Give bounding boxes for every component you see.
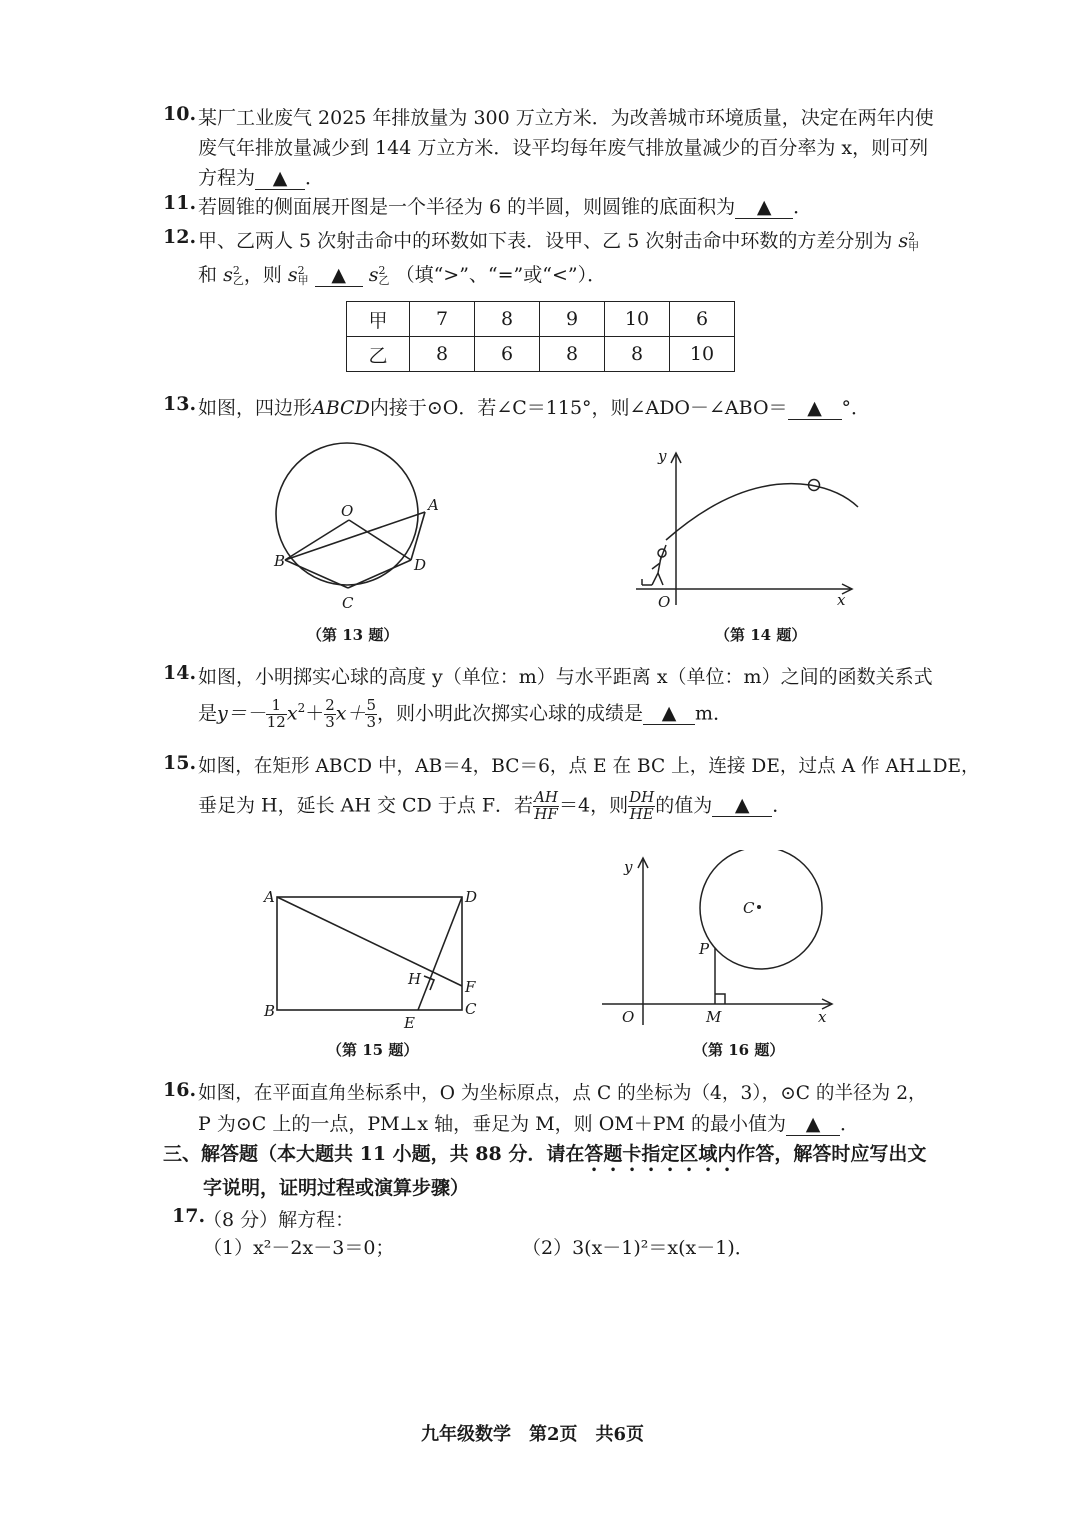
page-footer: 九年级数学 第2页 共6页 bbox=[421, 1424, 645, 1445]
q14-shi: 是 bbox=[198, 702, 218, 725]
section3-line1-emph: 答题卡指定区域内 bbox=[584, 1143, 737, 1165]
q13-mid: 内接于⊙O．若∠C＝115°，则∠ADO－∠ABO＝ bbox=[369, 397, 788, 419]
q12-he: 和 bbox=[198, 264, 218, 286]
table-cell: 8 bbox=[605, 337, 670, 372]
fig14-caption: （第 14 题） bbox=[715, 626, 807, 644]
q14-x2: x bbox=[286, 702, 298, 725]
fig13-label-b: B bbox=[274, 552, 286, 570]
q10-answer-blank: ▲ bbox=[255, 168, 305, 190]
q16-line2-text: P 为⊙C 上的一点，PM⊥x 轴，垂足为 M，则 OM＋PM 的最小值为 bbox=[198, 1113, 787, 1135]
fig16-label-m: M bbox=[706, 1008, 722, 1026]
fig15-label-a: A bbox=[264, 888, 275, 906]
q17-number: 17. bbox=[172, 1205, 206, 1227]
q10-number: 10. bbox=[163, 103, 197, 125]
table-cell: 6 bbox=[475, 337, 540, 372]
q12-line2 bbox=[198, 260, 606, 287]
q14-line1: 如图，小明掷实心球的高度 y（单位：m）与水平距离 x（单位：m）之间的函数关系式 bbox=[198, 666, 933, 688]
q15-frac-dh-he: $\frac{DH}{HE}$ bbox=[629, 788, 655, 823]
table-cell: 10 bbox=[670, 337, 735, 372]
q12-s-jia: s 2 甲 bbox=[898, 230, 920, 253]
q14-frac-2-3: $\frac{2}{3}$ bbox=[325, 696, 335, 731]
q14-y-eq: y＝－ bbox=[217, 702, 266, 725]
fig16-caption: （第 16 题） bbox=[693, 1041, 785, 1059]
q13-answer-blank: ▲ bbox=[788, 398, 842, 420]
q15-number: 15. bbox=[163, 752, 197, 774]
q13-post: °． bbox=[841, 397, 871, 419]
q12-s-yi: s 2 乙 bbox=[223, 264, 244, 287]
q16-line2 bbox=[198, 1109, 859, 1136]
q10-line2: 废气年排放量减少到 144 万立方米．设平均每年废气排放量减少的百分率为 x，则可列 bbox=[198, 137, 929, 159]
q15-line1: 如图，在矩形 ABCD 中，AB＝4，BC＝6，点 E 在 BC 上，连接 DE，过点 A 作 AH⊥DE， bbox=[198, 756, 980, 777]
figure-14 bbox=[630, 445, 870, 615]
q15-frac-ah-hf: $\frac{AH}{HF}$ bbox=[534, 788, 558, 823]
q13-abcd: ABCD bbox=[312, 397, 370, 419]
fig15-caption: （第 15 题） bbox=[327, 1041, 419, 1059]
q12-answer-blank: ▲ bbox=[315, 265, 363, 287]
fig13-caption: （第 13 题） bbox=[307, 626, 399, 644]
fig13-label-a: A bbox=[428, 496, 439, 514]
q15-end: ． bbox=[772, 794, 792, 817]
q16-number: 16. bbox=[163, 1079, 197, 1101]
table-cell: 8 bbox=[410, 337, 475, 372]
figure-15 bbox=[258, 880, 488, 1035]
q16-answer-blank: ▲ bbox=[786, 1114, 840, 1136]
q14-number: 14. bbox=[163, 662, 197, 684]
q10-line1: 某厂工业废气 2025 年排放量为 300 万立方米．为改善城市环境质量，决定在两年内使 bbox=[198, 107, 934, 129]
q13-number: 13. bbox=[163, 393, 197, 415]
table-cell: 8 bbox=[475, 302, 540, 337]
q17-part2: （2）3(x－1)²＝x(x－1)． bbox=[522, 1237, 754, 1259]
q14-frac-5-3: $\frac{5}{3}$ bbox=[366, 696, 377, 731]
table-cell: 9 bbox=[540, 302, 605, 337]
fig14-label-o: O bbox=[658, 593, 671, 611]
q13-pre: 如图，四边形 bbox=[198, 397, 313, 419]
section3-line1-a: 三、解答题（本大题共 11 小题，共 88 分．请在 bbox=[163, 1143, 585, 1165]
q12-paren: （填“>”、“=”或“<”）． bbox=[395, 264, 607, 286]
fig15-label-f: F bbox=[465, 978, 476, 996]
fig15-label-h: H bbox=[408, 970, 422, 988]
q15-post: 的值为 bbox=[655, 794, 713, 817]
q11-text: 若圆锥的侧面展开图是一个半径为 6 的半圆，则圆锥的底面积为 bbox=[198, 196, 736, 218]
q17-head: （8 分）解方程： bbox=[203, 1209, 355, 1231]
section3-line2: 字说明，证明过程或演算步骤） bbox=[203, 1177, 470, 1199]
q15-line2-pre: 垂足为 H，延长 AH 交 CD 于点 F．若 bbox=[198, 794, 534, 817]
fig16-label-o: O bbox=[622, 1008, 635, 1026]
q11-answer-blank: ▲ bbox=[735, 197, 793, 219]
table-cell: 8 bbox=[540, 337, 605, 372]
q14-post: ，则小明此次掷实心球的成绩是 bbox=[377, 702, 644, 725]
q12-s-yi-2: s 2 乙 bbox=[368, 264, 390, 287]
figure-16 bbox=[596, 850, 846, 1030]
q14-frac-1-12: $\frac{1}{12}$ bbox=[266, 696, 286, 731]
fig16-label-c: C bbox=[743, 899, 755, 917]
table-cell: 6 bbox=[670, 302, 735, 337]
q10-line3-pre: 方程为 bbox=[198, 167, 256, 189]
q12-score-table bbox=[346, 301, 735, 372]
fig13-label-c: C bbox=[342, 594, 354, 612]
q16-line1: 如图，在平面直角坐标系中，O 为坐标原点，点 C 的坐标为（4，3），⊙C 的半径为 2， bbox=[198, 1083, 927, 1104]
q12-s-jia-2: s 2 甲 bbox=[287, 264, 309, 287]
fig15-label-d: D bbox=[465, 888, 478, 906]
q14-answer-blank: ▲ bbox=[643, 703, 695, 725]
q14-x-plus: x＋ bbox=[335, 702, 366, 725]
section3-heading bbox=[163, 1139, 926, 1176]
table-cell: 10 bbox=[605, 302, 670, 337]
q12-ze: ，则 bbox=[243, 264, 282, 286]
q15-answer-blank: ▲ bbox=[712, 795, 772, 817]
fig14-label-y: y bbox=[658, 447, 667, 465]
fig16-label-x: x bbox=[818, 1008, 827, 1026]
q12-line1-text: 甲、乙两人 5 次射击命中的环数如下表．设甲、乙 5 次射击命中环数的方差分别为 bbox=[198, 230, 893, 252]
q11-line bbox=[198, 192, 812, 219]
table-row bbox=[347, 302, 735, 337]
table-cell: 乙 bbox=[347, 337, 410, 372]
figure-13 bbox=[262, 440, 462, 620]
q13-line bbox=[198, 393, 870, 420]
fig16-label-p: P bbox=[699, 940, 710, 958]
q12-number: 12. bbox=[163, 226, 197, 248]
fig16-label-y: y bbox=[624, 858, 633, 876]
q14-unit: m． bbox=[695, 702, 733, 725]
table-row bbox=[347, 337, 735, 372]
q15-line2 bbox=[198, 790, 791, 823]
q10-line3 bbox=[198, 163, 324, 190]
q11-number: 11. bbox=[163, 192, 197, 214]
q10-line3-post: ． bbox=[305, 167, 325, 189]
fig15-label-b: B bbox=[264, 1002, 276, 1020]
fig14-label-x: x bbox=[837, 591, 846, 609]
q11-post: ． bbox=[793, 196, 813, 218]
section3-line1-c: 作答，解答时应写出文 bbox=[736, 1143, 927, 1165]
table-cell: 甲 bbox=[347, 302, 410, 337]
fig13-label-d: D bbox=[414, 556, 427, 574]
q17-part1: （1）x²－2x－3＝0； bbox=[203, 1237, 395, 1259]
q14-line2: 是y＝－ $\frac{1}{12}$ $x^2+$ $\frac{2}{3}$ x＋ $\frac{5}{3}$ ，则小明此次掷实心球的成绩是 ▲ m． bbox=[198, 696, 733, 731]
fig15-label-c: C bbox=[465, 1000, 477, 1018]
fig13-label-o: O bbox=[341, 502, 354, 520]
q15-eq4: ＝4，则 bbox=[558, 794, 629, 817]
q16-post: ． bbox=[840, 1113, 860, 1135]
fig15-label-e: E bbox=[404, 1014, 415, 1032]
q12-line1 bbox=[198, 226, 919, 253]
table-cell: 7 bbox=[410, 302, 475, 337]
